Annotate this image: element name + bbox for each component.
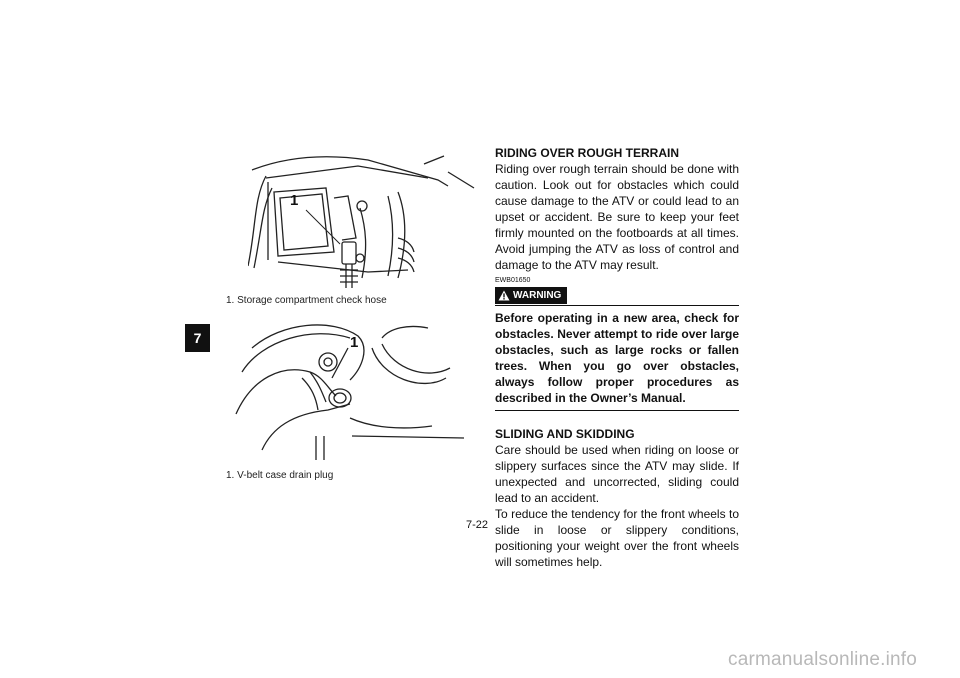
paragraph: Care should be used when riding on loose or slippery surfaces since the ATV may slide. If unexpected and uncorrected, sliding could lead to an accident. xyxy=(495,443,739,505)
warning-header xyxy=(495,287,739,306)
text-column xyxy=(495,145,739,570)
figure-caption: 1. V-belt case drain plug xyxy=(226,470,334,481)
illustration-storage-hose xyxy=(248,148,476,288)
figure-caption: 1. Storage compartment check hose xyxy=(226,295,387,306)
section-heading: RIDING OVER ROUGH TERRAIN xyxy=(495,146,680,160)
warning-text: Before operating in a new area, check for obstacles. Never attempt to ride over large obstacles, such as large rocks or fallen trees. When you go over obstacles, always follow proper procedures as described in the Owner’s Manual. xyxy=(495,310,739,411)
callout-number: 1 xyxy=(350,334,359,351)
chapter-tab: 7 xyxy=(185,324,210,352)
paragraph: To reduce the tendency for the front wheels to slide in loose or slippery conditions, positioning your weight over the front wheels will sometimes help. xyxy=(495,507,739,569)
illustration-drain-plug xyxy=(232,318,464,460)
warning-label-text: WARNING xyxy=(513,289,562,301)
warning-triangle-icon xyxy=(498,290,510,301)
page-number: 7-22 xyxy=(466,519,489,531)
warning-code: EWB01650 xyxy=(495,277,531,284)
warning-label xyxy=(495,287,567,304)
watermark: carmanualsonline.info xyxy=(728,649,918,670)
section-heading: SLIDING AND SKIDDING xyxy=(495,427,635,441)
callout-number: 1 xyxy=(290,192,299,209)
paragraph: Riding over rough terrain should be done with caution. Look out for obstacles which could cause damage to the ATV or could lead to an upset or accident. Be sure to keep your feet firmly mounted on the footboards at all times. Avoid jumping the ATV as loss of control and damage to the ATV may result. xyxy=(495,162,739,272)
